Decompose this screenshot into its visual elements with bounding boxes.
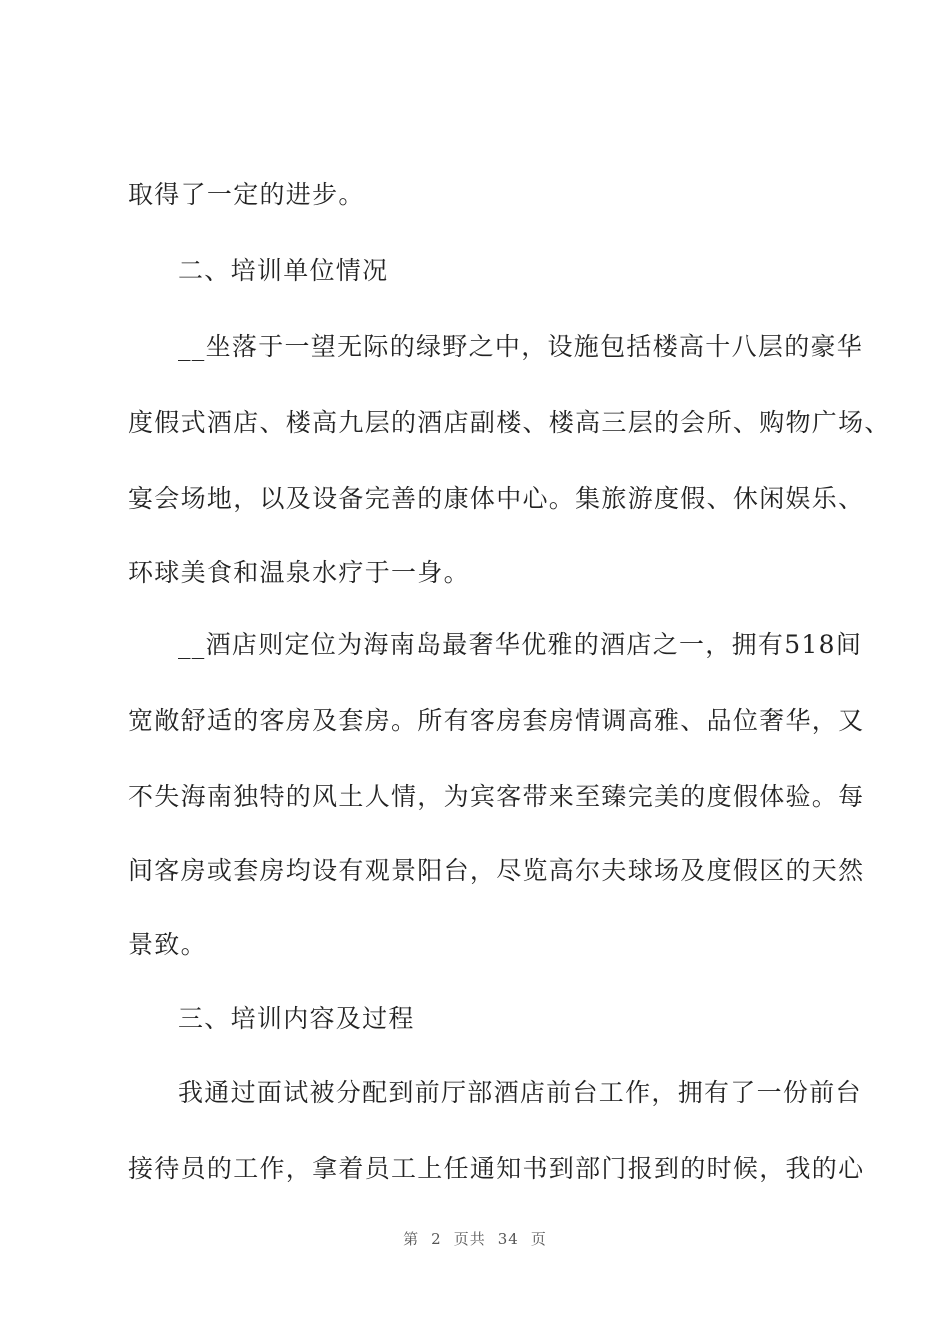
body-text-line: 度假式酒店、楼高九层的酒店副楼、楼高三层的会所、购物广场、 — [128, 408, 891, 437]
page-footer — [0, 1228, 950, 1249]
body-text-line: 宽敞舒适的客房及套房。所有客房套房情调高雅、品位奢华，又 — [128, 706, 865, 735]
body-text-line: 景致。 — [128, 930, 207, 959]
footer-suffix: 页 — [530, 1230, 547, 1248]
footer-total-pages: 34 — [497, 1230, 519, 1248]
section-heading: 二、培训单位情况 — [178, 256, 389, 285]
body-text-line: 我通过面试被分配到前厅部酒店前台工作，拥有了一份前台 — [178, 1078, 862, 1107]
footer-current-page: 2 — [431, 1230, 442, 1248]
body-text-line: 环球美食和温泉水疗于一身。 — [128, 558, 470, 587]
body-text-line: 取得了一定的进步。 — [128, 180, 365, 209]
section-heading: 三、培训内容及过程 — [178, 1004, 415, 1033]
footer-prefix: 第 — [403, 1230, 420, 1248]
body-text-line: __坐落于一望无际的绿野之中，设施包括楼高十八层的豪华 — [178, 332, 864, 361]
body-text-line: 接待员的工作，拿着员工上任通知书到部门报到的时候，我的心 — [128, 1154, 865, 1183]
body-text-line: 间客房或套房均设有观景阳台，尽览高尔夫球场及度假区的天然 — [128, 856, 865, 885]
footer-middle: 页共 — [453, 1230, 486, 1248]
body-text-line: 宴会场地，以及设备完善的康体中心。集旅游度假、休闲娱乐、 — [128, 484, 865, 513]
body-text-line: __酒店则定位为海南岛最奢华优雅的酒店之一，拥有518间 — [178, 630, 863, 659]
body-text-line: 不失海南独特的风土人情，为宾客带来至臻完美的度假体验。每 — [128, 782, 865, 811]
